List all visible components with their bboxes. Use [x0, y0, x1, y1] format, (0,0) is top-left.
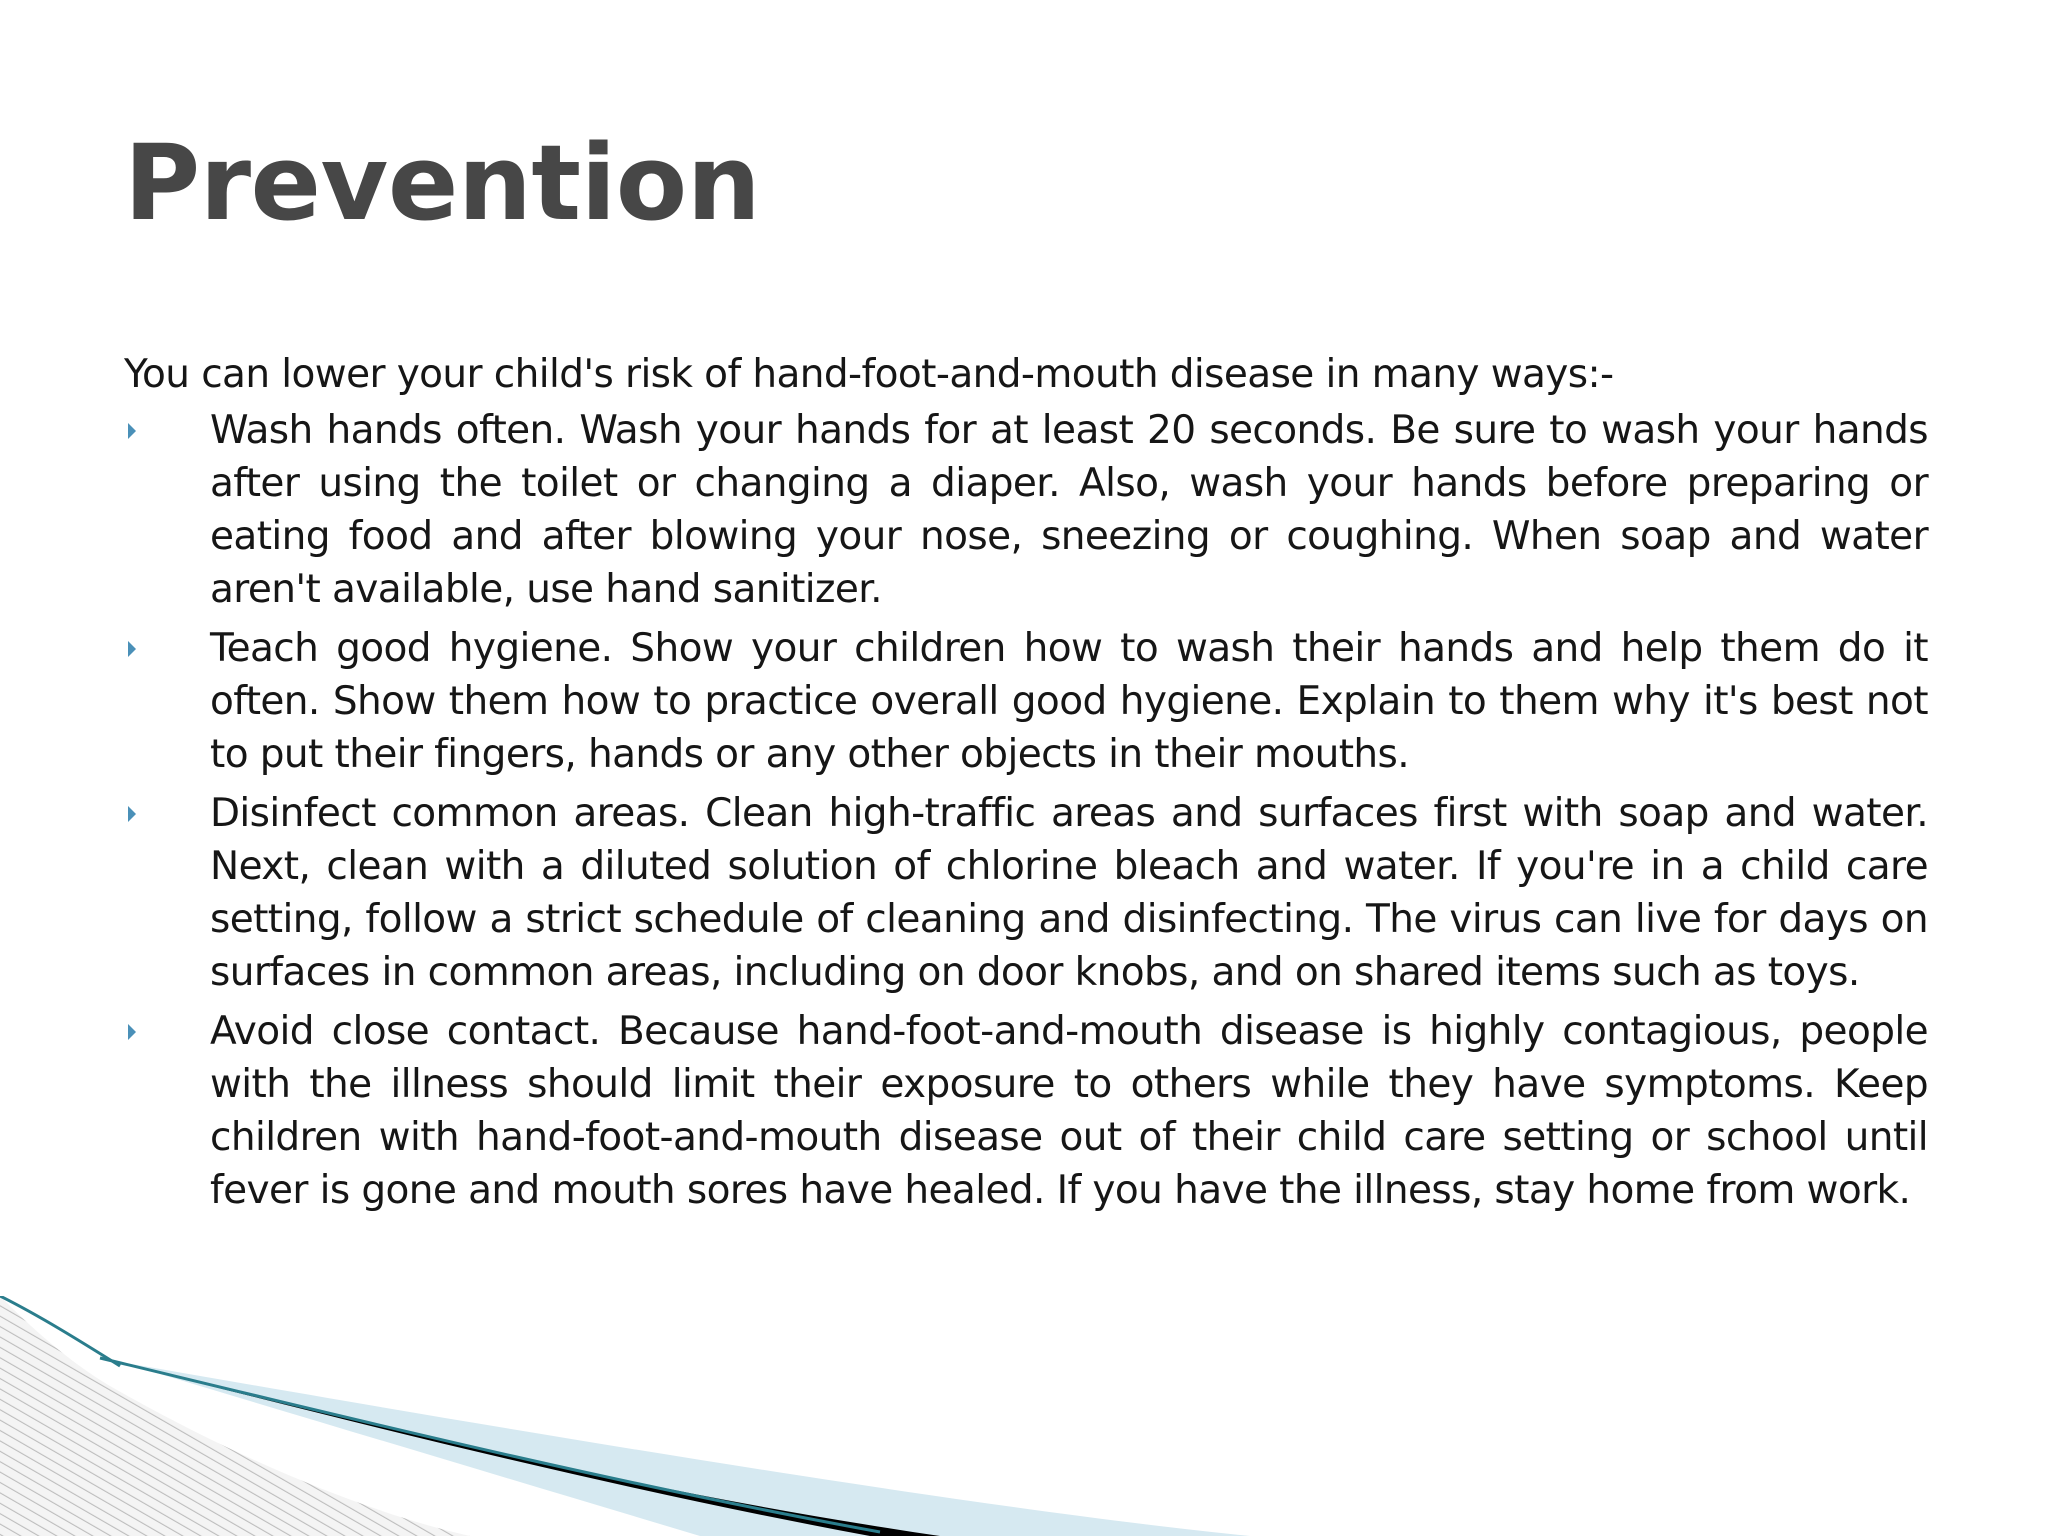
slide-title: Prevention — [124, 122, 761, 244]
bullet-list — [124, 404, 1928, 1217]
triangle-right-icon — [128, 806, 136, 822]
bullet-item-disinfect — [124, 787, 1928, 999]
triangle-right-icon — [128, 641, 136, 657]
slide-body — [124, 348, 1928, 1223]
bullet-text: Teach good hygiene. Show your children how to wash their hands and help them do it often. Show them how to practice overall good hygiene. Explain to them why it's best not to put their fingers, hands or any other objects in their mouths. — [210, 626, 1928, 777]
triangle-right-icon — [128, 1024, 136, 1040]
triangle-right-icon — [128, 423, 136, 439]
bullet-text: Disinfect common areas. Clean high-traffic areas and surfaces first with soap and water. Next, clean with a diluted solution of chlorine bleach and water. If you're in a child care setting, follow a strict schedule of cleaning and disinfecting. The virus can live for days on surfaces in common areas, including on door knobs, and on shared items such as toys. — [210, 791, 1928, 995]
corner-wave-decoration — [0, 1296, 2048, 1536]
bullet-item-wash-hands — [124, 404, 1928, 616]
bullet-text: Wash hands often. Wash your hands for at least 20 seconds. Be sure to wash your hands after using the toilet or changing a diaper. Also, wash your hands before preparing or eating food and after blowing your nose, sneezing or coughing. When soap and water aren't available, use hand sanitizer. — [210, 408, 1928, 612]
bullet-item-teach-hygiene — [124, 622, 1928, 781]
bullet-item-avoid-contact — [124, 1005, 1928, 1217]
bullet-text: Avoid close contact. Because hand-foot-and-mouth disease is highly contagious, people with the illness should limit their exposure to others while they have symptoms. Keep children with hand-foot-and-mouth disease out of their child care setting or school until fever is gone and mouth sores have healed. If you have the illness, stay home from work. — [210, 1009, 1928, 1213]
intro-text: You can lower your child's risk of hand-foot-and-mouth disease in many ways:- — [124, 352, 1614, 397]
